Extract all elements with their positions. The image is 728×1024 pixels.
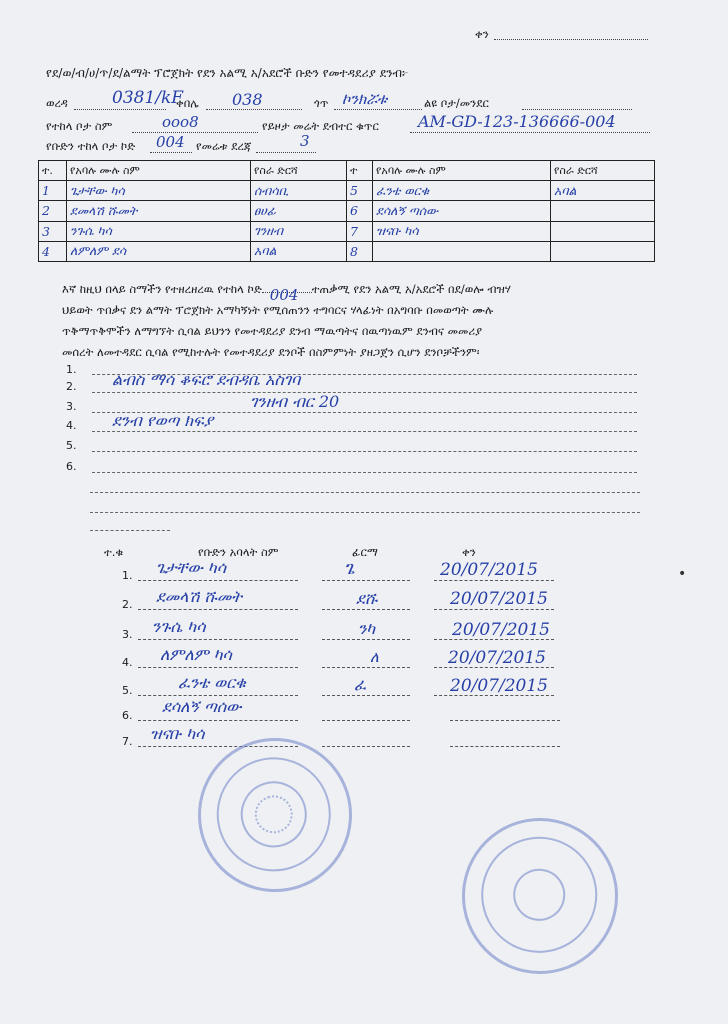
member-number: 7 [347,221,373,241]
got-label: ጎጥ [314,96,329,110]
document-title: የደ/ወ/ብ/ሀ/ጥ/ደ/ልማት ፕሮጀክት የደን አልሚ አ/አደሮች ቡድን የመተዳደሪያ ደንብ፦ [46,66,409,80]
sig-number: 4. [122,656,133,669]
date-label: ቀን [475,27,489,41]
member-number: 6 [347,201,373,221]
sig-name: ፈንቴ ወርቁ [178,673,246,692]
member-role [551,201,655,221]
sig-number: 3. [122,628,133,641]
member-role [551,221,655,241]
member-number: 3 [39,221,67,241]
table-row [39,201,655,221]
member-role: አባል [251,241,347,261]
table-row [39,181,655,201]
sig-number: 7. [122,735,133,748]
member-name: ፈንቴ ወርቁ [373,181,551,201]
rule-number: 4. [66,419,77,432]
woreda-label: ወረዳ [46,96,68,110]
sig-number: 2. [122,598,133,611]
stamp-seal-left [178,718,372,912]
table-row [39,241,655,261]
col-no-header: ተ. [39,161,67,181]
col-name-header: የአባሉ ሙሉ ስም [67,161,251,181]
sig-date: 20/07/2015 [450,676,548,696]
site-name-label: የተከላ ቦታ ስም [46,119,113,133]
rule-number: 6. [66,460,77,473]
member-role: ፀሀፊ [251,201,347,221]
member-role: ገንዘብ [251,221,347,241]
sig-mark: ለ [370,648,379,666]
sig-date: 20/07/2015 [450,589,548,609]
sig-name: ለምለም ካሳ [160,645,232,664]
specific-place-label: ልዩ ቦታ/መንደር [424,96,489,110]
rule-number: 1. [66,363,77,376]
sig-date: 20/07/2015 [448,648,546,668]
rule-text: ገንዘብ ብር 20 [250,392,340,411]
member-role [551,241,655,261]
sig-col-sign: ፊርማ [352,545,378,559]
member-role: ሰብሳቢ [251,181,347,201]
stamp-seal-right [447,803,632,988]
member-name: ዝናቡ ካሳ [373,221,551,241]
member-number: 8 [347,241,373,261]
member-name: ንጉሴ ካሳ [67,221,251,241]
speck-mark: • [678,566,687,582]
sig-name: ንጉሴ ካሳ [152,617,206,636]
land-grade-value: 3 [300,132,310,150]
body-code-value: 004 [269,286,299,304]
member-role: አባል [551,181,655,201]
rule-number: 2. [66,380,77,393]
group-code-value: 004 [156,133,185,151]
sig-name: ጌታቸው ካሳ [156,558,227,577]
body-line-4: መሰረት ለመተዳደር ሲባል የሚከተሉት የመተዳደሪያ ደንቦች በስምምነት ያዘጋጀን ሲሆን ደንቦቻችንም፡ [62,345,480,359]
sig-col-date: ቀን [462,545,476,559]
member-name: ጌታቸው ካሳ [67,181,251,201]
table-row [39,221,655,241]
body-line-2: ህይወት ጥበቃና ደን ልማት ፕሮጀክት አማካኝነት የሚሰጠንን ተግባርና ሃላፊነት በአግባቡ በመወጣት ሙሉ [62,303,494,317]
got-value: ኮንክሯቱ [342,90,388,108]
col-no2-header: ተ [347,161,373,181]
registration-value: AM-GD-123-136666-004 [418,112,616,131]
kebele-label: ቀበሌ [176,96,199,110]
date-line [494,39,648,40]
site-name-value: ooo8 [162,113,199,131]
sig-name: ዝናቡ ካሳ [150,724,205,743]
member-name: ደመላሽ ሹመት [67,201,251,221]
member-name: ደሳለኝ ጣሰው [373,201,551,221]
col-name2-header: የአባሉ ሙሉ ስም [373,161,551,181]
member-name: ለምለም ደሳ [67,241,251,261]
group-code-label: የቡድን ተከላ ቦታ ኮድ [46,139,136,153]
members-table [38,160,655,262]
member-name [373,241,551,261]
members-table-header [39,161,655,181]
woreda-value: 0381/kF [112,88,184,108]
col-role2-header: የስራ ድርሻ [551,161,655,181]
col-role-header: የስራ ድርሻ [251,161,347,181]
sig-name: ደሳለኝ ጣሰው [162,697,242,716]
rule-text: ደንብ የወጣ ክፍያ [112,411,214,430]
member-number: 2 [39,201,67,221]
registration-label: የይዞታ መሬት ደብተር ቁጥር [262,119,379,133]
sig-mark: ደሹ [356,589,378,608]
sig-col-no: ተ.ቁ [104,545,124,559]
sig-mark: ጌ [344,558,355,579]
sig-number: 1. [122,569,133,582]
kebele-value: 038 [232,90,263,109]
sig-mark: ፈ [354,675,367,694]
member-number: 4 [39,241,67,261]
sig-date: 20/07/2015 [452,620,550,640]
body-line-3: ጥቅማጥቅሞችን ለማግኘት ሲባል ይህንን የመተዳደሪያ ደንብ ማዉጣትና በዉጣነዉም ደንብና መመሪያ [62,324,483,338]
rule-number: 3. [66,400,77,413]
member-number: 5 [347,181,373,201]
body-line-1: እኛ ከዚህ በላይ ስማችን የተዘረዘረዉ የተከላ ኮድ 004 ተጠቃሚ የደን አልሚ አ/አደሮች በደ/ወሎ ብዝሃ [62,282,511,304]
sig-number: 6. [122,709,133,722]
land-grade-label: የመሬቱ ደረጃ [196,139,252,153]
sig-name: ደመላሽ ሹመት [156,587,243,606]
rule-number: 5. [66,439,77,452]
sig-date: 20/07/2015 [440,560,538,580]
sig-number: 5. [122,684,133,697]
rule-text: ልብስ ማሳ ቆፍሮ ደብዳቤ አስገባ [112,370,301,389]
sig-mark: ንካ [358,619,376,638]
member-number: 1 [39,181,67,201]
sig-col-name: የቡድን አባላት ስም [198,545,279,559]
